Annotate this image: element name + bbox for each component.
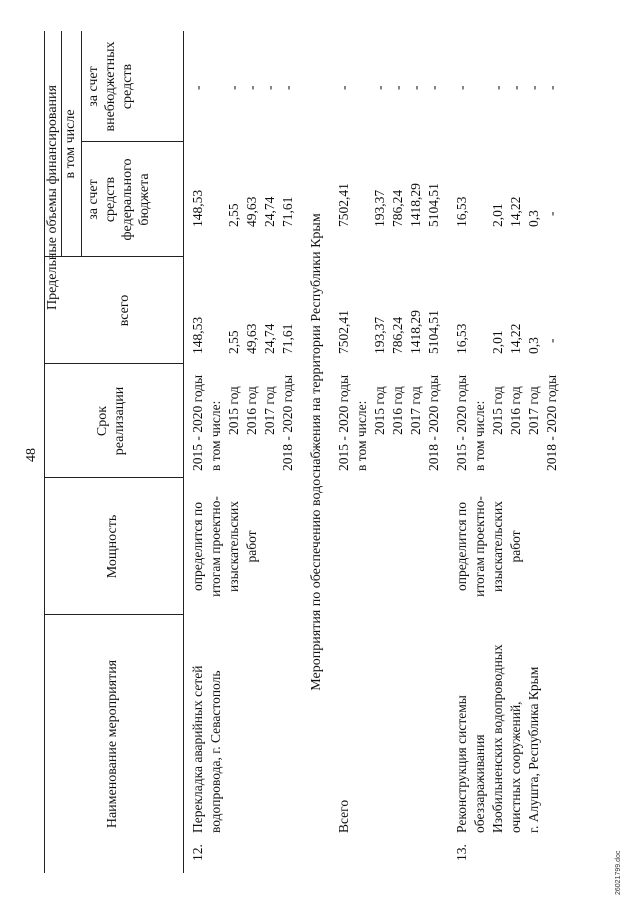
section-title: Мероприятия по обеспечению водоснабжения на территории Республики Крым — [309, 213, 324, 691]
row13-total-3: 2,01 — [490, 330, 505, 354]
total-fed-1: 7502,41 — [336, 183, 351, 227]
row13-extra-5: - — [526, 85, 541, 90]
total-extra-6: - — [426, 85, 441, 90]
header-incl: в том числе — [63, 109, 78, 179]
row13-term-2: в том числе: — [472, 400, 487, 471]
total-fed-6: 5104,51 — [426, 183, 441, 227]
row12-total-1: 148,53 — [190, 316, 205, 354]
row13-total-4: 14,22 — [508, 323, 523, 354]
row12-extra-3: - — [226, 85, 241, 90]
row13-fed-6: - — [544, 211, 559, 216]
row12-term-2: в том числе: — [208, 400, 223, 471]
footer-stamp: 26021799.doc — [615, 850, 622, 895]
total-fed-5: 1418,29 — [408, 183, 423, 227]
row13-extra-6: - — [544, 85, 559, 90]
row13-name-2: обеззараживания — [472, 734, 487, 833]
total-term-6: 2018 - 2020 годы — [426, 374, 441, 471]
row12-name-2: водопровода, г. Севастополь — [208, 670, 223, 833]
header-funding: Предельные объемы финансирования — [45, 85, 60, 310]
row13-fed-4: 14,22 — [508, 196, 523, 227]
total-term-2: в том числе: — [354, 400, 369, 471]
row12-cap-1: определится по — [190, 502, 205, 591]
row13-name-4: очистных сооружений, — [508, 701, 523, 833]
row12-fed-5: 24,74 — [262, 196, 277, 227]
row13-name-5: г. Алушта, Республика Крым — [526, 666, 541, 833]
row13-term-5: 2017 год — [526, 386, 541, 435]
row12-total-4: 49,63 — [244, 323, 259, 354]
row12-total-6: 71,61 — [280, 323, 295, 354]
header-extra-3: средств — [120, 63, 135, 110]
row12-num: 12. — [190, 844, 205, 861]
header-term-2: реализации — [112, 386, 127, 456]
row12-fed-3: 2,55 — [226, 203, 241, 227]
total-extra-4: - — [390, 85, 405, 90]
total-extra-5: - — [408, 85, 423, 90]
total-fed-4: 786,24 — [390, 189, 405, 227]
total-extra-3: - — [372, 85, 387, 90]
header-extra-1: за счет — [86, 66, 101, 107]
row12-term-4: 2016 год — [244, 386, 259, 435]
row13-total-6: - — [544, 338, 559, 343]
row12-fed-1: 148,53 — [190, 189, 205, 227]
row12-fed-6: 71,61 — [280, 196, 295, 227]
row13-name-1: Реконструкция системы — [454, 695, 469, 833]
total-term-5: 2017 год — [408, 386, 423, 435]
row13-term-4: 2016 год — [508, 386, 523, 435]
row13-extra-1: - — [454, 85, 469, 90]
row13-term-1: 2015 - 2020 годы — [454, 374, 469, 471]
page-number: 48 — [24, 448, 39, 462]
row13-num: 13. — [454, 844, 469, 861]
header-capacity: Мощность — [105, 514, 120, 579]
total-term-4: 2016 год — [390, 386, 405, 435]
total-term-1: 2015 - 2020 годы — [336, 374, 351, 471]
header-federal-3: федерального — [120, 158, 135, 241]
total-label: Всего — [336, 799, 351, 833]
row13-extra-3: - — [490, 85, 505, 90]
header-federal-4: бюджета — [137, 173, 152, 226]
row13-cap-2: итогам проектно- — [472, 496, 487, 597]
row13-cap-3: изыскательских — [490, 501, 505, 592]
row12-fed-4: 49,63 — [244, 196, 259, 227]
row13-cap-4: работ — [508, 530, 523, 563]
total-total-5: 1418,29 — [408, 310, 423, 354]
row12-cap-3: изыскательских — [226, 501, 241, 592]
row12-extra-1: - — [190, 85, 205, 90]
total-fed-3: 193,37 — [372, 189, 387, 227]
row13-term-3: 2015 год — [490, 386, 505, 435]
total-total-6: 5104,51 — [426, 310, 441, 354]
total-total-1: 7502,41 — [336, 310, 351, 354]
total-total-4: 786,24 — [390, 316, 405, 354]
row13-total-5: 0,3 — [526, 337, 541, 354]
row13-name-3: Изобильненских водопроводных — [490, 644, 505, 833]
row13-fed-5: 0,3 — [526, 210, 541, 227]
row12-cap-2: итогам проектно- — [208, 496, 223, 597]
row12-term-1: 2015 - 2020 годы — [190, 374, 205, 471]
row12-extra-4: - — [244, 85, 259, 90]
row13-fed-3: 2,01 — [490, 203, 505, 227]
row12-total-3: 2,55 — [226, 330, 241, 354]
row12-term-3: 2015 год — [226, 386, 241, 435]
row13-total-1: 16,53 — [454, 323, 469, 354]
row12-extra-5: - — [262, 85, 277, 90]
row13-fed-1: 16,53 — [454, 196, 469, 227]
row12-total-5: 24,74 — [262, 323, 277, 354]
incl-sub-line — [81, 31, 82, 257]
row12-term-5: 2017 год — [262, 386, 277, 435]
row13-term-6: 2018 - 2020 годы — [544, 374, 559, 471]
header-federal-2: средств — [103, 176, 118, 223]
header-name: Наименование мероприятия — [105, 659, 120, 829]
row12-extra-6: - — [280, 85, 295, 90]
header-term-1: Срок — [95, 405, 110, 437]
row13-extra-4: - — [508, 85, 523, 90]
header-extra-2: внебюджетных — [103, 41, 118, 132]
header-total: всего — [117, 294, 132, 327]
row13-cap-1: определится по — [454, 502, 469, 591]
funding-sub-line — [61, 31, 62, 257]
total-term-3: 2015 год — [372, 386, 387, 435]
header-bottom-line — [183, 31, 184, 873]
row12-cap-4: работ — [244, 530, 259, 563]
header-federal-1: за счет — [86, 179, 101, 220]
row12-term-6: 2018 - 2020 годы — [280, 374, 295, 471]
row12-name-1: Перекладка аварийных сетей — [190, 665, 205, 833]
total-total-3: 193,37 — [372, 316, 387, 354]
total-extra-1: - — [336, 85, 351, 90]
